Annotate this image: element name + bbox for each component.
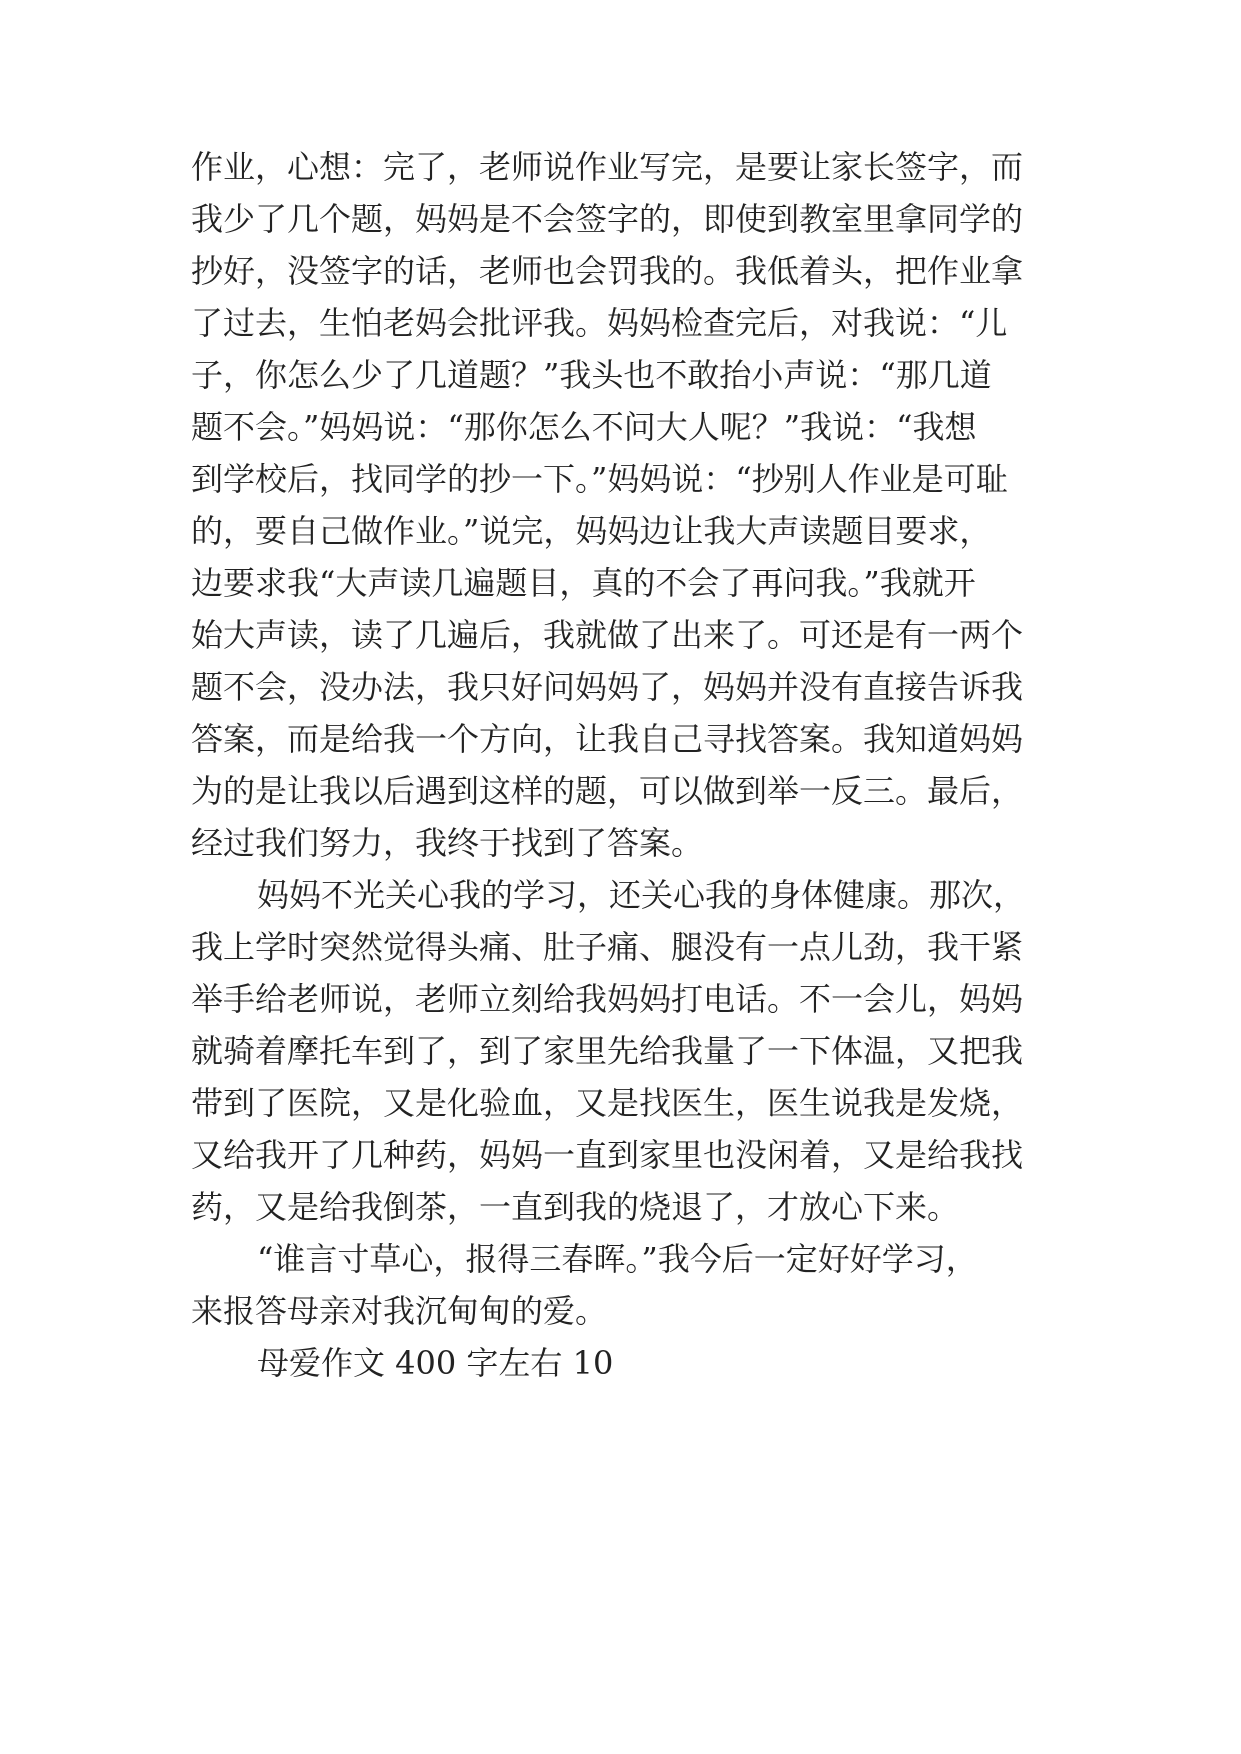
text-line: 我上学时突然觉得头痛、肚子痛、腿没有一点儿劲，我干紧 [191,928,1024,966]
text-line: 了过去，生怕老妈会批评我。妈妈检查完后，对我说：“儿 [191,304,1008,342]
text-line: 子，你怎么少了几道题？”我头也不敢抬小声说：“那几道 [191,356,992,394]
text-line: 药，又是给我倒茶，一直到我的烧退了，才放心下来。 [191,1188,960,1226]
text-line: 我少了几个题，妈妈是不会签字的，即使到教室里拿同学的 [191,200,1024,238]
text-line: 题不会，没办法，我只好问妈妈了，妈妈并没有直接告诉我 [191,668,1024,706]
next-essay-heading: 母爱作文 400 字左右 10 [257,1344,614,1382]
text-line: “谁言寸草心，报得三春晖。”我今后一定好好学习， [257,1240,978,1278]
text-line: 又给我开了几种药，妈妈一直到家里也没闲着，又是给我找 [191,1136,1024,1174]
text-line: 边要求我“大声读几遍题目，真的不会了再问我。”我就开 [191,564,976,602]
text-line: 抄好，没签字的话，老师也会罚我的。我低着头，把作业拿 [191,252,1024,290]
text-line: 答案，而是给我一个方向，让我自己寻找答案。我知道妈妈 [191,720,1024,758]
text-line: 为的是让我以后遇到这样的题，可以做到举一反三。最后， [191,772,1024,810]
text-line: 就骑着摩托车到了，到了家里先给我量了一下体温，又把我 [191,1032,1024,1070]
text-line: 带到了医院，又是化验血，又是找医生，医生说我是发烧， [191,1084,1024,1122]
text-line: 经过我们努力，我终于找到了答案。 [191,824,704,862]
text-line: 题不会。”妈妈说：“那你怎么不问大人呢？”我说：“我想 [191,408,977,446]
text-line: 的，要自己做作业。”说完，妈妈边让我大声读题目要求， [191,512,992,550]
text-line: 来报答母亲对我沉甸甸的爱。 [191,1292,608,1330]
text-line: 举手给老师说，老师立刻给我妈妈打电话。不一会儿，妈妈 [191,980,1024,1018]
text-line: 始大声读，读了几遍后，我就做了出来了。可还是有一两个 [191,616,1024,654]
text-line: 作业，心想：完了，老师说作业写完，是要让家长签字，而 [191,148,1024,186]
text-line: 到学校后，找同学的抄一下。”妈妈说：“抄别人作业是可耻 [191,460,1008,498]
text-line: 妈妈不光关心我的学习，还关心我的身体健康。那次， [257,876,1026,914]
